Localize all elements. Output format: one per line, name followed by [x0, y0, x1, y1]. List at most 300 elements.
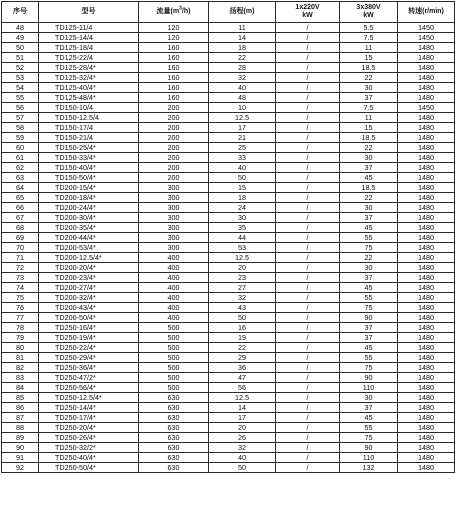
- cell-flow: 400: [139, 293, 209, 303]
- cell-head: 21: [209, 133, 276, 143]
- table-row: [2, 223, 455, 233]
- table-row: [2, 463, 455, 473]
- cell-motor-three-phase: 30: [340, 153, 398, 163]
- cell-motor-three-phase: 75: [340, 433, 398, 443]
- cell-speed: 1480: [398, 283, 455, 293]
- cell-no: 67: [2, 213, 39, 223]
- cell-flow: 630: [139, 463, 209, 473]
- cell-speed: 1480: [398, 83, 455, 93]
- cell-motor-three-phase: 18.5: [340, 183, 398, 193]
- cell-flow: 400: [139, 273, 209, 283]
- table-row: [2, 33, 455, 43]
- cell-flow: 630: [139, 393, 209, 403]
- cell-no: 62: [2, 163, 39, 173]
- table-row: [2, 113, 455, 123]
- cell-speed: 1480: [398, 203, 455, 213]
- cell-head: 14: [209, 403, 276, 413]
- cell-speed: 1480: [398, 343, 455, 353]
- cell-speed: 1480: [398, 383, 455, 393]
- cell-motor-single-phase: /: [276, 433, 340, 443]
- cell-speed: 1480: [398, 363, 455, 373]
- cell-no: 53: [2, 73, 39, 83]
- cell-model: TD250-56/4*: [39, 383, 139, 393]
- cell-no: 63: [2, 173, 39, 183]
- cell-model: TD200-27/4*: [39, 283, 139, 293]
- cell-motor-three-phase: 110: [340, 383, 398, 393]
- cell-motor-single-phase: /: [276, 303, 340, 313]
- cell-model: TD125-22/4: [39, 53, 139, 63]
- cell-head: 20: [209, 423, 276, 433]
- cell-model: TD250-36/4*: [39, 363, 139, 373]
- cell-motor-three-phase: 45: [340, 173, 398, 183]
- cell-motor-three-phase: 30: [340, 393, 398, 403]
- cell-head: 12.5: [209, 113, 276, 123]
- cell-speed: 1480: [398, 73, 455, 83]
- cell-motor-three-phase: 30: [340, 83, 398, 93]
- cell-no: 60: [2, 143, 39, 153]
- cell-flow: 200: [139, 173, 209, 183]
- cell-motor-three-phase: 22: [340, 73, 398, 83]
- table-row: [2, 373, 455, 383]
- cell-no: 91: [2, 453, 39, 463]
- cell-model: TD200-53/4*: [39, 243, 139, 253]
- cell-head: 10: [209, 103, 276, 113]
- cell-head: 33: [209, 153, 276, 163]
- cell-model: TD250-12.5/4*: [39, 393, 139, 403]
- cell-motor-single-phase: /: [276, 343, 340, 353]
- table-row: [2, 453, 455, 463]
- cell-speed: 1480: [398, 313, 455, 323]
- cell-speed: 1480: [398, 153, 455, 163]
- cell-motor-three-phase: 45: [340, 413, 398, 423]
- cell-motor-three-phase: 18.5: [340, 133, 398, 143]
- col-header-flow: [139, 2, 209, 23]
- cell-model: TD125-11/4: [39, 23, 139, 33]
- cell-flow: 500: [139, 323, 209, 333]
- cell-head: 18: [209, 43, 276, 53]
- cell-no: 90: [2, 443, 39, 453]
- cell-motor-three-phase: 37: [340, 163, 398, 173]
- cell-head: 12.5: [209, 253, 276, 263]
- cell-flow: 630: [139, 453, 209, 463]
- table-header: [2, 2, 455, 23]
- cell-flow: 630: [139, 433, 209, 443]
- cell-motor-single-phase: /: [276, 383, 340, 393]
- table-row: [2, 153, 455, 163]
- cell-no: 57: [2, 113, 39, 123]
- cell-model: TD150-33/4*: [39, 153, 139, 163]
- cell-motor-three-phase: 55: [340, 293, 398, 303]
- cell-model: TD125-32/4*: [39, 73, 139, 83]
- cell-flow: 200: [139, 123, 209, 133]
- cell-motor-single-phase: /: [276, 353, 340, 363]
- cell-no: 61: [2, 153, 39, 163]
- cell-no: 81: [2, 353, 39, 363]
- cell-motor-three-phase: 37: [340, 273, 398, 283]
- cell-model: TD150-10/4: [39, 103, 139, 113]
- cell-motor-three-phase: 18.5: [340, 63, 398, 73]
- cell-model: TD125-28/4*: [39, 63, 139, 73]
- cell-model: TD150-17/4: [39, 123, 139, 133]
- cell-motor-three-phase: 55: [340, 423, 398, 433]
- table-row: [2, 103, 455, 113]
- cell-head: 32: [209, 443, 276, 453]
- cell-no: 79: [2, 333, 39, 343]
- cell-speed: 1480: [398, 133, 455, 143]
- cell-motor-single-phase: /: [276, 413, 340, 423]
- cell-speed: 1450: [398, 33, 455, 43]
- cell-model: TD150-50/4*: [39, 173, 139, 183]
- table-row: [2, 403, 455, 413]
- cell-head: 40: [209, 163, 276, 173]
- cell-flow: 630: [139, 403, 209, 413]
- cell-no: 85: [2, 393, 39, 403]
- table-row: [2, 263, 455, 273]
- cell-model: TD200-44/4*: [39, 233, 139, 243]
- cell-head: 53: [209, 243, 276, 253]
- cell-motor-three-phase: 75: [340, 363, 398, 373]
- cell-flow: 500: [139, 383, 209, 393]
- cell-flow: 160: [139, 53, 209, 63]
- cell-speed: 1480: [398, 143, 455, 153]
- cell-model: TD250-40/4*: [39, 453, 139, 463]
- cell-motor-single-phase: /: [276, 213, 340, 223]
- cell-flow: 160: [139, 63, 209, 73]
- cell-speed: 1480: [398, 453, 455, 463]
- cell-motor-single-phase: /: [276, 363, 340, 373]
- cell-motor-single-phase: /: [276, 173, 340, 183]
- cell-motor-single-phase: /: [276, 403, 340, 413]
- col-header-model: 型号: [39, 2, 139, 23]
- cell-head: 23: [209, 273, 276, 283]
- cell-head: 17: [209, 413, 276, 423]
- table-row: [2, 213, 455, 223]
- cell-speed: 1480: [398, 163, 455, 173]
- cell-motor-single-phase: /: [276, 73, 340, 83]
- cell-model: TD150-40/4*: [39, 163, 139, 173]
- col-header-speed: 转速(r/min): [398, 2, 455, 23]
- cell-flow: 400: [139, 303, 209, 313]
- motor3-voltage: 3x380V: [356, 4, 381, 11]
- cell-head: 22: [209, 53, 276, 63]
- cell-speed: 1480: [398, 333, 455, 343]
- cell-motor-single-phase: /: [276, 273, 340, 283]
- cell-head: 18: [209, 193, 276, 203]
- cell-motor-single-phase: /: [276, 163, 340, 173]
- table-row: [2, 143, 455, 153]
- table-row: [2, 413, 455, 423]
- cell-speed: 1480: [398, 393, 455, 403]
- cell-flow: 300: [139, 213, 209, 223]
- cell-no: 92: [2, 463, 39, 473]
- cell-speed: 1480: [398, 193, 455, 203]
- cell-head: 19: [209, 333, 276, 343]
- cell-flow: 300: [139, 193, 209, 203]
- cell-no: 77: [2, 313, 39, 323]
- cell-motor-single-phase: /: [276, 443, 340, 453]
- cell-no: 64: [2, 183, 39, 193]
- cell-speed: 1480: [398, 63, 455, 73]
- cell-no: 76: [2, 303, 39, 313]
- cell-motor-single-phase: /: [276, 223, 340, 233]
- table-row: [2, 73, 455, 83]
- cell-no: 69: [2, 233, 39, 243]
- cell-motor-single-phase: /: [276, 423, 340, 433]
- cell-head: 43: [209, 303, 276, 313]
- cell-motor-single-phase: /: [276, 233, 340, 243]
- cell-flow: 160: [139, 93, 209, 103]
- motor1-voltage: 1x220V: [295, 4, 320, 11]
- cell-model: TD250-19/4*: [39, 333, 139, 343]
- cell-motor-three-phase: 132: [340, 463, 398, 473]
- cell-motor-three-phase: 7.5: [340, 33, 398, 43]
- cell-motor-three-phase: 37: [340, 323, 398, 333]
- table-body: [2, 23, 455, 473]
- cell-model: TD150-25/4*: [39, 143, 139, 153]
- cell-model: TD150-21/4: [39, 133, 139, 143]
- cell-flow: 300: [139, 203, 209, 213]
- cell-motor-single-phase: /: [276, 373, 340, 383]
- cell-no: 74: [2, 283, 39, 293]
- cell-motor-single-phase: /: [276, 203, 340, 213]
- cell-flow: 120: [139, 23, 209, 33]
- cell-head: 36: [209, 363, 276, 373]
- cell-speed: 1480: [398, 213, 455, 223]
- cell-speed: 1450: [398, 23, 455, 33]
- cell-head: 35: [209, 223, 276, 233]
- cell-flow: 300: [139, 183, 209, 193]
- cell-head: 15: [209, 183, 276, 193]
- table-row: [2, 273, 455, 283]
- cell-motor-three-phase: 110: [340, 453, 398, 463]
- cell-motor-single-phase: /: [276, 183, 340, 193]
- cell-motor-single-phase: /: [276, 393, 340, 403]
- cell-flow: 630: [139, 443, 209, 453]
- cell-flow: 160: [139, 83, 209, 93]
- cell-motor-three-phase: 45: [340, 343, 398, 353]
- table-row: [2, 163, 455, 173]
- cell-flow: 120: [139, 33, 209, 43]
- cell-model: TD200-23/4*: [39, 273, 139, 283]
- cell-no: 49: [2, 33, 39, 43]
- cell-head: 27: [209, 283, 276, 293]
- table-row: [2, 183, 455, 193]
- table-row: [2, 313, 455, 323]
- cell-flow: 500: [139, 373, 209, 383]
- table-row: [2, 243, 455, 253]
- cell-flow: 500: [139, 343, 209, 353]
- cell-no: 83: [2, 373, 39, 383]
- cell-head: 47: [209, 373, 276, 383]
- cell-model: TD200-20/4*: [39, 263, 139, 273]
- cell-no: 75: [2, 293, 39, 303]
- cell-motor-single-phase: /: [276, 453, 340, 463]
- cell-model: TD250-32/2*: [39, 443, 139, 453]
- table-row: [2, 23, 455, 33]
- table-row: [2, 343, 455, 353]
- cell-model: TD250-26/4*: [39, 433, 139, 443]
- cell-speed: 1480: [398, 243, 455, 253]
- cell-motor-single-phase: /: [276, 33, 340, 43]
- cell-model: TD200-50/4*: [39, 313, 139, 323]
- table-row: [2, 123, 455, 133]
- cell-flow: 400: [139, 313, 209, 323]
- cell-flow: 500: [139, 333, 209, 343]
- col-header-no: 序号: [2, 2, 39, 23]
- cell-motor-three-phase: 22: [340, 193, 398, 203]
- cell-flow: 300: [139, 243, 209, 253]
- cell-flow: 630: [139, 423, 209, 433]
- cell-flow: 200: [139, 113, 209, 123]
- cell-motor-three-phase: 15: [340, 123, 398, 133]
- cell-motor-single-phase: /: [276, 193, 340, 203]
- cell-model: TD250-50/4*: [39, 463, 139, 473]
- cell-motor-single-phase: /: [276, 63, 340, 73]
- cell-head: 32: [209, 293, 276, 303]
- cell-motor-single-phase: /: [276, 43, 340, 53]
- cell-no: 70: [2, 243, 39, 253]
- table-row: [2, 83, 455, 93]
- cell-flow: 400: [139, 283, 209, 293]
- cell-motor-three-phase: 45: [340, 283, 398, 293]
- table-row: [2, 63, 455, 73]
- cell-head: 40: [209, 453, 276, 463]
- cell-speed: 1480: [398, 433, 455, 443]
- cell-speed: 1480: [398, 53, 455, 63]
- col-header-motor-single-phase: [276, 2, 340, 23]
- cell-no: 65: [2, 193, 39, 203]
- cell-flow: 500: [139, 363, 209, 373]
- cell-model: TD200-43/4*: [39, 303, 139, 313]
- cell-head: 11: [209, 23, 276, 33]
- flow-unit-suffix: /h): [181, 8, 191, 15]
- cell-motor-single-phase: /: [276, 333, 340, 343]
- cell-speed: 1480: [398, 113, 455, 123]
- cell-speed: 1480: [398, 423, 455, 433]
- cell-motor-three-phase: 11: [340, 113, 398, 123]
- cell-no: 72: [2, 263, 39, 273]
- cell-no: 80: [2, 343, 39, 353]
- cell-model: TD200-24/4*: [39, 203, 139, 213]
- cell-speed: 1480: [398, 183, 455, 193]
- cell-motor-three-phase: 55: [340, 353, 398, 363]
- pump-spec-table: [1, 1, 455, 473]
- header-row: [2, 2, 455, 23]
- cell-head: 25: [209, 143, 276, 153]
- table-row: [2, 193, 455, 203]
- cell-no: 88: [2, 423, 39, 433]
- table-row: [2, 323, 455, 333]
- table-row: [2, 293, 455, 303]
- cell-head: 16: [209, 323, 276, 333]
- cell-model: TD250-29/4*: [39, 353, 139, 363]
- cell-model: TD250-16/4*: [39, 323, 139, 333]
- cell-flow: 200: [139, 143, 209, 153]
- cell-model: TD125-40/4*: [39, 83, 139, 93]
- cell-motor-three-phase: 15: [340, 53, 398, 63]
- cell-model: TD125-14/4: [39, 33, 139, 43]
- cell-flow: 300: [139, 223, 209, 233]
- cell-no: 89: [2, 433, 39, 443]
- cell-no: 52: [2, 63, 39, 73]
- cell-motor-three-phase: 90: [340, 443, 398, 453]
- cell-motor-three-phase: 5.5: [340, 23, 398, 33]
- cell-model: TD200-32/4*: [39, 293, 139, 303]
- table-row: [2, 443, 455, 453]
- table-row: [2, 133, 455, 143]
- flow-unit-superscript: 3: [179, 5, 182, 12]
- cell-motor-three-phase: 75: [340, 243, 398, 253]
- cell-no: 73: [2, 273, 39, 283]
- cell-speed: 1480: [398, 233, 455, 243]
- cell-flow: 200: [139, 133, 209, 143]
- table-row: [2, 283, 455, 293]
- table-row: [2, 253, 455, 263]
- cell-no: 66: [2, 203, 39, 213]
- cell-no: 56: [2, 103, 39, 113]
- cell-motor-single-phase: /: [276, 243, 340, 253]
- cell-speed: 1480: [398, 273, 455, 283]
- cell-motor-single-phase: /: [276, 93, 340, 103]
- cell-head: 26: [209, 433, 276, 443]
- table-row: [2, 363, 455, 373]
- cell-model: TD200-12.5/4*: [39, 253, 139, 263]
- cell-motor-single-phase: /: [276, 123, 340, 133]
- cell-motor-single-phase: /: [276, 53, 340, 63]
- cell-motor-single-phase: /: [276, 143, 340, 153]
- cell-no: 82: [2, 363, 39, 373]
- cell-no: 50: [2, 43, 39, 53]
- cell-head: 20: [209, 263, 276, 273]
- cell-speed: 1480: [398, 173, 455, 183]
- cell-head: 50: [209, 173, 276, 183]
- cell-model: TD250-14/4*: [39, 403, 139, 413]
- cell-motor-single-phase: /: [276, 83, 340, 93]
- cell-motor-three-phase: 37: [340, 333, 398, 343]
- cell-flow: 400: [139, 263, 209, 273]
- cell-flow: 500: [139, 353, 209, 363]
- cell-head: 50: [209, 463, 276, 473]
- cell-speed: 1480: [398, 43, 455, 53]
- cell-head: 14: [209, 33, 276, 43]
- col-header-motor-three-phase: [340, 2, 398, 23]
- cell-head: 50: [209, 313, 276, 323]
- cell-flow: 160: [139, 73, 209, 83]
- cell-motor-single-phase: /: [276, 283, 340, 293]
- cell-motor-single-phase: /: [276, 463, 340, 473]
- cell-head: 24: [209, 203, 276, 213]
- table-row: [2, 233, 455, 243]
- cell-model: TD250-17/4*: [39, 413, 139, 423]
- cell-flow: 400: [139, 253, 209, 263]
- cell-flow: 630: [139, 413, 209, 423]
- table-row: [2, 43, 455, 53]
- cell-head: 44: [209, 233, 276, 243]
- cell-speed: 1480: [398, 413, 455, 423]
- cell-model: TD200-30/4*: [39, 213, 139, 223]
- cell-model: TD125-18/4: [39, 43, 139, 53]
- cell-motor-three-phase: 45: [340, 223, 398, 233]
- cell-no: 59: [2, 133, 39, 143]
- table-row: [2, 433, 455, 443]
- cell-head: 22: [209, 343, 276, 353]
- cell-head: 48: [209, 93, 276, 103]
- cell-motor-three-phase: 55: [340, 233, 398, 243]
- table-row: [2, 383, 455, 393]
- cell-flow: 160: [139, 43, 209, 53]
- cell-no: 68: [2, 223, 39, 233]
- cell-model: TD250-47/2*: [39, 373, 139, 383]
